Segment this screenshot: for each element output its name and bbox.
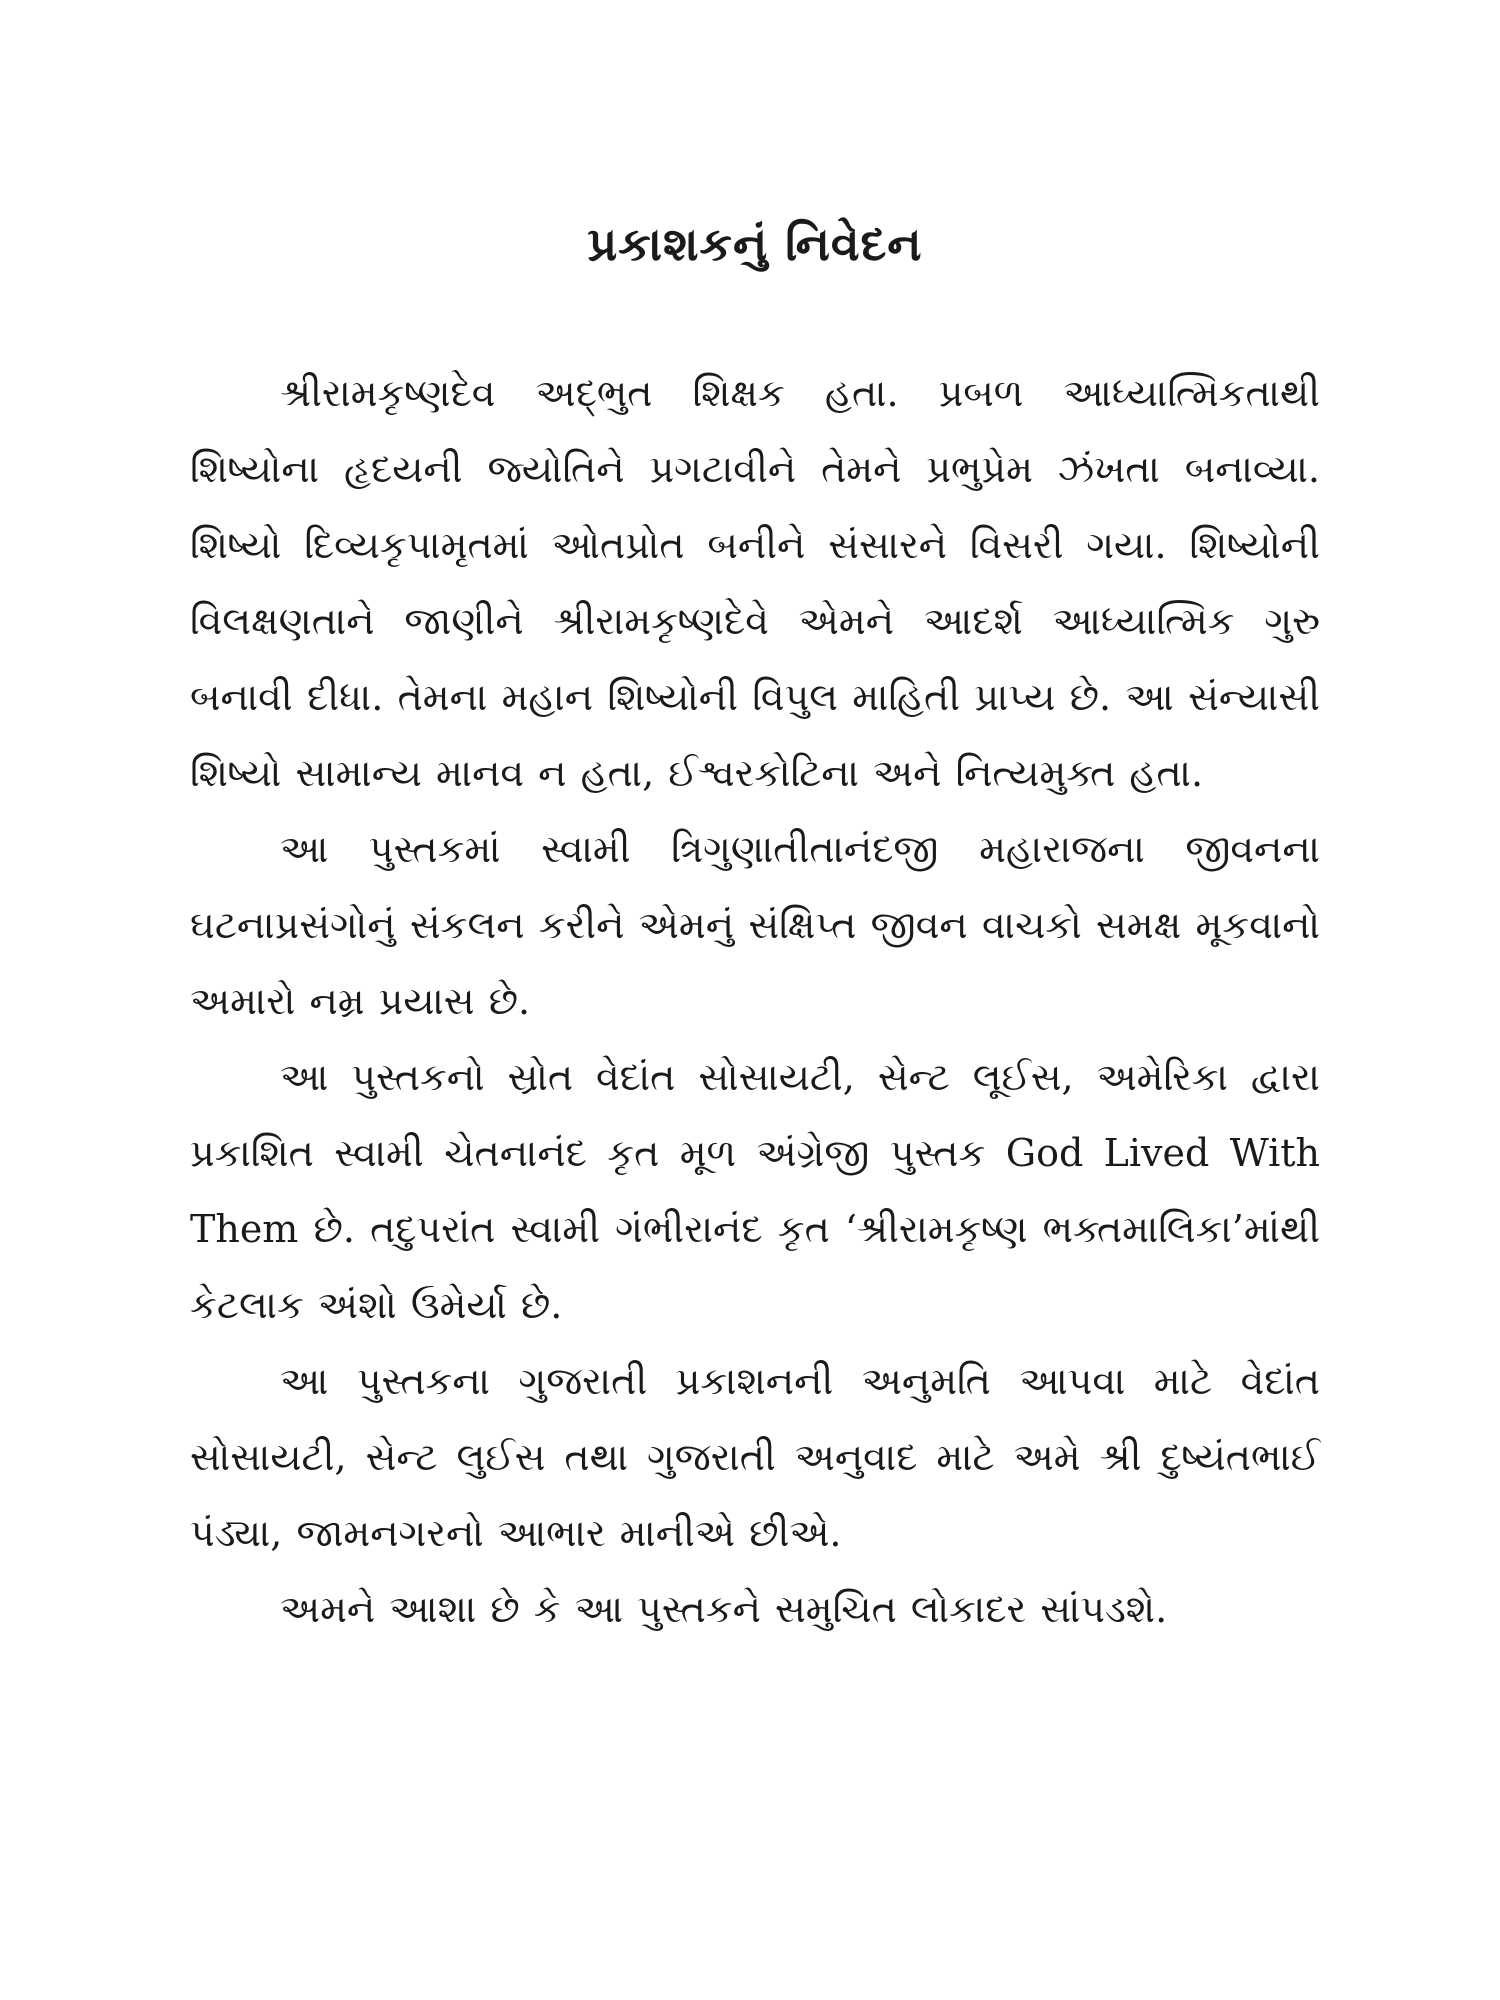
paragraph-2: આ પુસ્તકમાં સ્વામી ત્રિગુણાતીતાનંદજી મહારાજના જીવનના ઘટનાપ્રસંગોનું સંકલન કરીને એમનું સંક્ષિપ્ત જીવન વાચકો સમક્ષ મૂકવાનો અમારો નમ્ર પ્રયાસ છે.: [190, 827, 1320, 1023]
paragraph-1: શ્રીરામકૃષ્ણદેવ અદ્‌ભુત શિક્ષક હતા. પ્રબળ આધ્યાત્મિકતાથી શિષ્યોના હૃદયની જ્યોતિને પ્રગટાવીને તેમને પ્રભુપ્રેમ ઝંખતા બનાવ્યા. શિષ્યો દિવ્યકૃપામૃતમાં ઓતપ્રોત બનીને સંસારને વિસરી ગયા. શિષ્યોની વિલક્ષણતાને જાણીને શ્રીરામકૃષ્ણદેવે એમને આદર્શ આધ્યાત્મિક ગુરુ બનાવી દીધા. તેમના મહાન શિષ્યોની વિપુલ માહિતી પ્રાપ્ય છે. આ સંન્યાસી શિષ્યો સામાન્ય માનવ ન હતા, ઈશ્વરકોટિના અને નિત્યમુક્ત હતા.: [190, 371, 1320, 795]
document-page: [190, 0, 1320, 2000]
page-title: પ્રકાશકનું નિવેદન: [587, 217, 923, 271]
paragraph-3: આ પુસ્તકનો સ્રોત વેદાંત સોસાયટી, સેન્ટ લૂઈસ, અમેરિકા દ્વારા પ્રકાશિત સ્વામી ચેતનાનંદ કૃત મૂળ અંગ્રેજી પુસ્તક God Lived With Them છે. તદુપરાંત સ્વામી ગંભીરાનંદ કૃત ‘શ્રીરામકૃષ્ણ ભક્તમાલિકા’માંથી કેટલાક અંશો ઉમેર્યા છે.: [190, 1055, 1320, 1327]
paragraph-5: અમને આશા છે કે આ પુસ્તકને સમુચિત લોકાદર સાંપડશે.: [280, 1587, 1168, 1631]
body-text: [190, 355, 1320, 1647]
paragraph-4: આ પુસ્તકના ગુજરાતી પ્રકાશનની અનુમતિ આપવા માટે વેદાંત સોસાયટી, સેન્ટ લુઈસ તથા ગુજરાતી અનુવાદ માટે અમે શ્રી દુષ્યંતભાઈ પંડ્યા, જામનગરનો આભાર માનીએ છીએ.: [190, 1359, 1320, 1555]
